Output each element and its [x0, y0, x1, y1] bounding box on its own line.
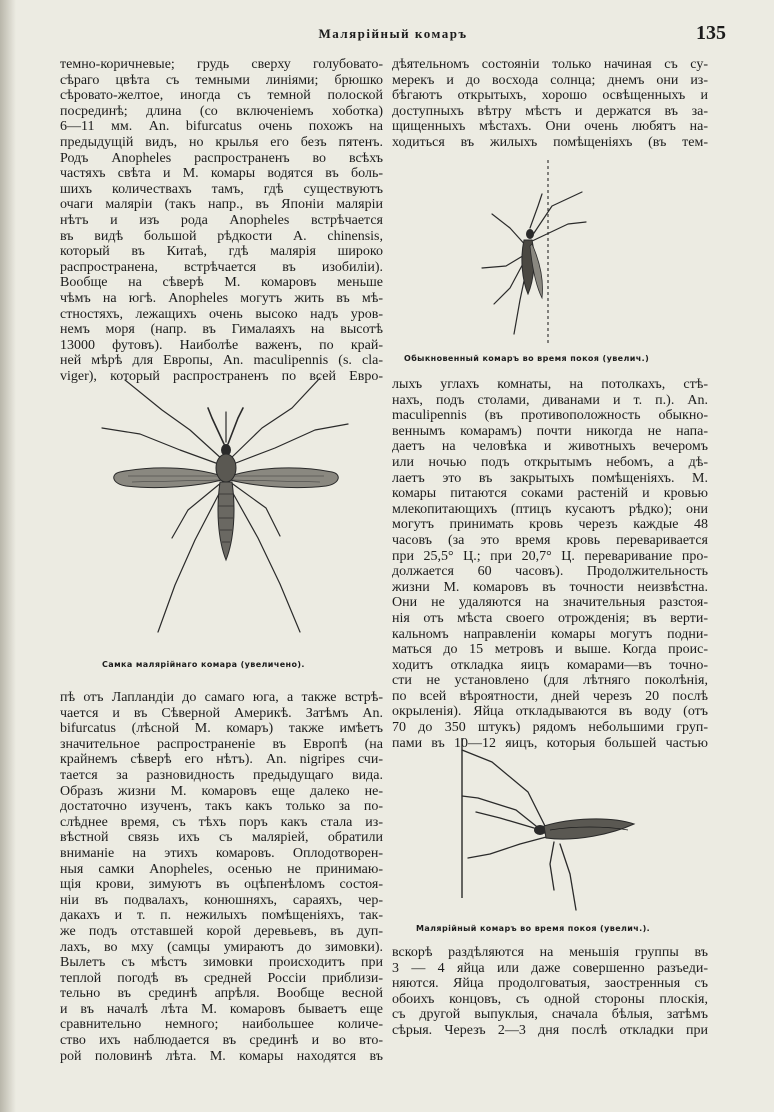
- text-line: съ другой выпуклыя, сначала бѣлыя, затѣмъ: [392, 1007, 708, 1023]
- running-title: Малярійный комаръ: [318, 26, 468, 41]
- text-line: стностяхъ, лежащихъ очень высоко надъ уров-: [60, 306, 383, 322]
- caption-malaria-rest: Малярійный комаръ во время покоя (увелич.).: [416, 924, 651, 933]
- text-line: тается за разновидность предыдущаго вида.: [60, 767, 383, 783]
- right-column-bottom-text: [392, 945, 708, 1039]
- text-line: 13000 футовъ). Наиболѣе важенъ, по край-: [60, 337, 383, 353]
- figure-female-anopheles: [80, 370, 370, 654]
- right-column-middle-text: [392, 377, 708, 751]
- text-line: кальномъ направленіи комары могутъ подни-: [392, 626, 708, 642]
- caption-common-rest: Обыкновенный комаръ во время покоя (увелич.): [404, 354, 650, 363]
- text-line: темно-коричневые; грудь сверху голубовато-: [60, 57, 383, 72]
- text-line: вскорѣ раздѣляются на меньшія группы въ: [392, 945, 708, 960]
- text-line: слѣднее время, съ тѣхъ поръ какъ стала из-: [60, 814, 383, 830]
- malaria-mosquito-resting-illustration: [450, 734, 650, 914]
- text-line: Родъ Anopheles распространенъ во всѣхъ: [60, 150, 383, 166]
- text-line: жизни М. комаровъ въ точности неизвѣстна.: [392, 579, 708, 595]
- text-line: очаги малярiи (такъ напр., въ Японіи малярiи: [60, 197, 383, 213]
- text-line: 70 до 350 штукъ) рядомъ небольшими груп-: [392, 720, 708, 736]
- text-line: лыхъ углахъ комнаты, на потолкахъ, стѣ-: [392, 377, 708, 392]
- text-line: лаетъ это въ закрытыхъ помѣщеніяхъ. М.: [392, 470, 708, 486]
- page-header: [60, 18, 726, 52]
- text-line: даетъ на человѣка и животныхъ вечеромъ: [392, 439, 708, 455]
- text-line: bifurcatus (лѣсной М. комаръ) также имѣетъ: [60, 721, 383, 737]
- text-line: ныя самки Anopheles, осенью не принимаю-: [60, 861, 383, 877]
- text-line: сѣраго цвѣта съ темными линіями; брюшко: [60, 72, 383, 88]
- female-anopheles-illustration: [80, 370, 370, 654]
- left-column-bottom-text: [60, 690, 383, 1064]
- page-number: 135: [696, 22, 726, 44]
- text-line: ство ихъ наблюдается въ срединѣ и во вто-: [60, 1033, 383, 1049]
- text-line: по всей вѣроятности, дней черезъ 20 послѣ: [392, 688, 708, 704]
- text-line: ней мѣрѣ для Европы, An. maculipennis (s. cla-: [60, 353, 383, 369]
- text-line: посрединѣ; длина (со включеніемъ хоботка): [60, 103, 383, 119]
- text-line: лахъ, во мху (самцы умираютъ до зимовки).: [60, 939, 383, 955]
- text-line: дѣятельномъ состояніи только начиная съ су-: [392, 57, 708, 72]
- page-binding-shadow: [0, 0, 16, 1112]
- figure-common-mosquito-resting: [470, 158, 590, 348]
- text-line: комары питаются соками растеній и кровью: [392, 486, 708, 502]
- caption-female: Самка малярійнаго комара (увеличено).: [102, 660, 305, 669]
- text-line: значительное распространеніе въ Европѣ (на: [60, 736, 383, 752]
- text-line: пами въ 10—12 яицъ, которыя большей частью: [392, 735, 708, 751]
- text-line: maculipennis (въ противоположность обыкно-: [392, 408, 708, 424]
- text-line: чается и въ Сѣверной Америкѣ. Затѣмъ An.: [60, 705, 383, 721]
- text-line: вниманіе на этихъ комаровъ. Оплодотворен-: [60, 845, 383, 861]
- text-line: 6—11 мм. An. bifurcatus очень похожъ на: [60, 119, 383, 135]
- text-line: достаточно изученъ, такъ какъ только за по-: [60, 799, 383, 815]
- text-line: веннымъ комарамъ) почти никогда не напа-: [392, 423, 708, 439]
- text-line: вѣстной связь ихъ съ малярiей, обратили: [60, 830, 383, 846]
- text-line: ходиться въ жилыхъ помѣщеніяхъ (въ тем-: [392, 134, 708, 150]
- text-line: маться до 15 метровъ и выше. Когда проис-: [392, 642, 708, 658]
- text-line: рой половинѣ лѣта. М. комары находятся въ: [60, 1048, 383, 1064]
- left-column-top-text: [60, 57, 383, 384]
- text-line: доступныхъ вѣтру мѣстъ и держатся въ за-: [392, 103, 708, 119]
- common-mosquito-resting-illustration: [470, 158, 590, 348]
- text-line: предыдущій видъ, но крылья его безъ пятенъ.: [60, 134, 383, 150]
- text-line: нѣтъ и изъ рода Anopheles встрѣчается: [60, 212, 383, 228]
- text-line: частяхъ свѣта и М. комары водятся въ боль-: [60, 166, 383, 182]
- text-line: окрыленія). Яйца откладываются въ воду (отъ: [392, 704, 708, 720]
- text-line: ходитъ откладка яицъ комарами—въ точно-: [392, 657, 708, 673]
- text-line: крайнемъ сѣверѣ его нѣтъ). An. nigripes счи-: [60, 752, 383, 768]
- text-line: или ночью подъ открытымъ небомъ, а дѣ-: [392, 454, 708, 470]
- text-line: при 25,5° Ц.; при 20,7° Ц. переваривание про-: [392, 548, 708, 564]
- text-line: дакахъ и т. п. нежилыхъ помѣщеніяхъ, так-: [60, 908, 383, 924]
- text-line: 3 — 4 яйца или даже совершенно разъеди-: [392, 960, 708, 976]
- text-line: тельно въ срединѣ апрѣля. Вообще весной: [60, 986, 383, 1002]
- right-column-top-text: [392, 57, 708, 151]
- text-line: и въ началѣ лѣта М. комаровъ бываетъ еще: [60, 1001, 383, 1017]
- text-line: щищенныхъ мѣстахъ. Они очень любятъ на-: [392, 119, 708, 135]
- text-line: млекопитающихъ (птицъ кусаютъ рѣдко); они: [392, 501, 708, 517]
- figure-malaria-mosquito-resting: [450, 734, 650, 914]
- text-line: ніи въ подвалахъ, конюшняхъ, сараяхъ, чер-: [60, 892, 383, 908]
- text-line: же подъ отставшей корой деревьевъ, въ дуп-: [60, 923, 383, 939]
- text-line: немъ моря (напр. въ Гималаяхъ на высотѣ: [60, 322, 383, 338]
- text-line: должается 60 часовъ). Продолжительность: [392, 564, 708, 580]
- text-line: сти не установлено (для лѣтняго поколѣнія,: [392, 673, 708, 689]
- text-line: могутъ принимать кровь черезъ каждые 48: [392, 517, 708, 533]
- text-line: Они не удаляются на значительныя разстоя-: [392, 595, 708, 611]
- text-line: сѣрыя. Черезъ 2—3 дня послѣ откладки при: [392, 1022, 708, 1038]
- text-line: нія отъ мѣста своего отрожденія; въ верти-: [392, 610, 708, 626]
- text-line: viger), который распространенъ по всей Евро-: [60, 368, 383, 384]
- text-line: обоихъ концовъ, съ одной стороны плоскія,: [392, 991, 708, 1007]
- text-line: нахъ, подъ столами, диванами и т. п.). An.: [392, 392, 708, 408]
- text-line: Образъ жизни М. комаровъ еще далеко не-: [60, 783, 383, 799]
- text-line: который въ Китаѣ, гдѣ малярія широко: [60, 244, 383, 260]
- text-line: чѣмъ на югѣ. Anopheles могутъ жить въ мѣ-: [60, 290, 383, 306]
- text-line: мерекъ и до восхода солнца; днемъ они из-: [392, 72, 708, 88]
- text-line: часовъ (за это время кровь переваривается: [392, 532, 708, 548]
- text-line: Вообще на сѣверѣ М. комаровъ меньше: [60, 275, 383, 291]
- text-line: Вылетъ съ мѣстъ зимовки происходитъ при: [60, 955, 383, 971]
- text-line: сѣровато-желтое, иногда съ темной полоской: [60, 88, 383, 104]
- text-line: щія крови, зимуютъ въ оцѣпенѣломъ состоя-: [60, 877, 383, 893]
- text-line: распространена, встрѣчается въ изобиліи).: [60, 259, 383, 275]
- text-line: пѣ отъ Лапландіи до самаго юга, а также встрѣ-: [60, 690, 383, 705]
- text-line: сравнительно немного; наибольшее количе-: [60, 1017, 383, 1033]
- text-line: шихъ количествахъ тамъ, гдѣ существуютъ: [60, 181, 383, 197]
- text-line: няются. Яйца продолговатыя, заостренныя съ: [392, 976, 708, 992]
- text-line: теплой погодѣ въ средней Россіи приблизи-: [60, 970, 383, 986]
- text-line: въ видѣ большой рѣдкости A. chinensis,: [60, 228, 383, 244]
- text-line: бѣгаютъ открытыхъ, хорошо освѣщенныхъ и: [392, 88, 708, 104]
